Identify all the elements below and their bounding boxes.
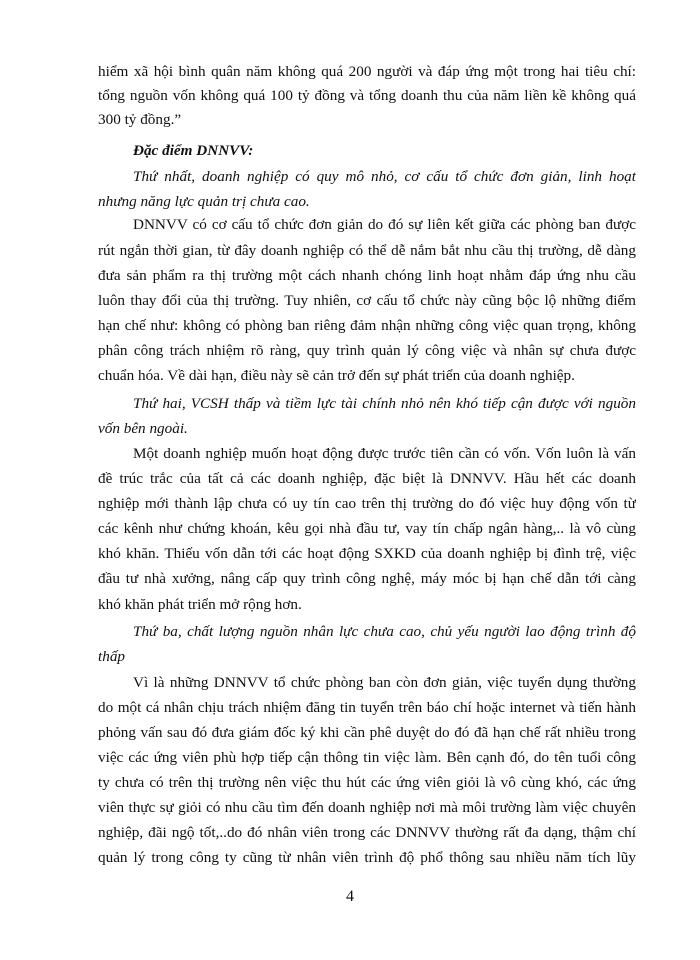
text-line: phân công trách nhiệm rõ ràng, quy trình quản lý công việc và nhân sự chưa được	[98, 342, 636, 359]
text-line: ty chưa có trên thị trường nên việc thu hút các ứng viên giỏi là vô cùng khó, các ứng	[98, 774, 636, 791]
italic-text-line: vốn bên ngoài.	[98, 420, 188, 437]
text-line: các kênh như chứng khoán, kêu gọi nhà đầu tư, vay tín chấp ngân hàng,.. là vô cùng	[98, 520, 636, 537]
text-line: khó khăn. Thiếu vốn dẫn tới các hoạt động SXKD của doanh nghiệp bị đình trệ, việc	[98, 545, 636, 562]
text-line: khó khăn phát triển mở rộng hơn.	[98, 596, 302, 613]
text-line: việc các ứng viên phù hợp tiếp cận thông tin việc làm. Bên cạnh đó, do tên tuổi công	[98, 749, 636, 766]
italic-text-line: nhưng năng lực quản trị chưa cao.	[98, 193, 310, 210]
text-line: đề trúc trắc của tất cả các doanh nghiệp, đặc biệt là DNNVV. Hầu hết các doanh	[98, 470, 636, 487]
text-line: 300 tỷ đồng.”	[98, 111, 182, 128]
text-line: viên thực sự giỏi có nhu cầu tìm đến doanh nghiệp nơi mà môi trường làm việc chuyên	[98, 799, 636, 816]
italic-text-line: thấp	[98, 648, 126, 665]
text-line: đầu tư nhà xưởng, nâng cấp quy trình công nghệ, máy móc bị hạn chế dẫn tới càng	[98, 570, 636, 587]
text-line: đưa sản phẩm ra thị trường một cách nhanh chóng linh hoạt nhằm đáp ứng nhu cầu	[98, 267, 636, 284]
text-line: Một doanh nghiệp muốn hoạt động được trước tiên cần có vốn. Vốn luôn là vấn	[133, 445, 636, 462]
page-number: 4	[346, 888, 354, 905]
section-heading: Đặc điểm DNNVV:	[133, 142, 254, 159]
text-line: luôn thay đổi của thị trường. Tuy nhiên, cơ cấu tổ chức này cũng bộc lộ những điểm	[98, 292, 636, 309]
text-line: rút ngắn thời gian, từ đây doanh nghiệp có thể dễ nắm bắt nhu cầu thị trường, dễ dàng	[98, 242, 636, 259]
text-line: DNNVV có cơ cấu tổ chức đơn giản do đó sự liên kết giữa các phòng ban được	[133, 216, 636, 233]
italic-text-line: Thứ hai, VCSH thấp và tiềm lực tài chính nhỏ nên khó tiếp cận được với nguồn	[133, 395, 636, 412]
text-line: quản lý trong công ty cũng từ nhân viên trình độ phổ thông sau nhiều năm tích lũy	[98, 849, 636, 866]
text-line: Vì là những DNNVV tổ chức phòng ban còn đơn giản, việc tuyển dụng thường	[133, 674, 636, 691]
text-line: do một cá nhân chịu trách nhiệm đăng tin tuyển trên báo chí hoặc internet và tiến hành	[98, 699, 636, 716]
text-line: hạn chế như: không có phòng ban riêng đảm nhận những công việc quan trọng, không	[98, 317, 636, 334]
text-line: tổng nguồn vốn không quá 100 tỷ đồng và tổng doanh thu của năm liền kề không quá	[98, 87, 636, 104]
text-line: phỏng vấn sau đó đưa giám đốc ký khi cần phê duyệt do đó đã hạn chế rất nhiều trong	[98, 724, 636, 741]
text-line: hiểm xã hội bình quân năm không quá 200 người và đáp ứng một trong hai tiêu chí:	[98, 63, 636, 80]
text-line: nghiệp, đãi ngộ tốt,..do đó nhân viên trong các DNNVV thường rất đa dạng, thậm chí	[98, 824, 636, 841]
text-line: nghiệp mới thành lập chưa có uy tín cao trên thị trường do đó việc huy động vốn từ	[98, 495, 636, 512]
italic-text-line: Thứ nhất, doanh nghiệp có quy mô nhỏ, cơ cấu tổ chức đơn giản, linh hoạt	[133, 168, 636, 185]
text-line: chuẩn hóa. Về dài hạn, điều này sẽ cản trở đến sự phát triển của doanh nghiệp.	[98, 367, 575, 384]
italic-text-line: Thứ ba, chất lượng nguồn nhân lực chưa cao, chủ yếu người lao động trình độ	[133, 623, 636, 640]
